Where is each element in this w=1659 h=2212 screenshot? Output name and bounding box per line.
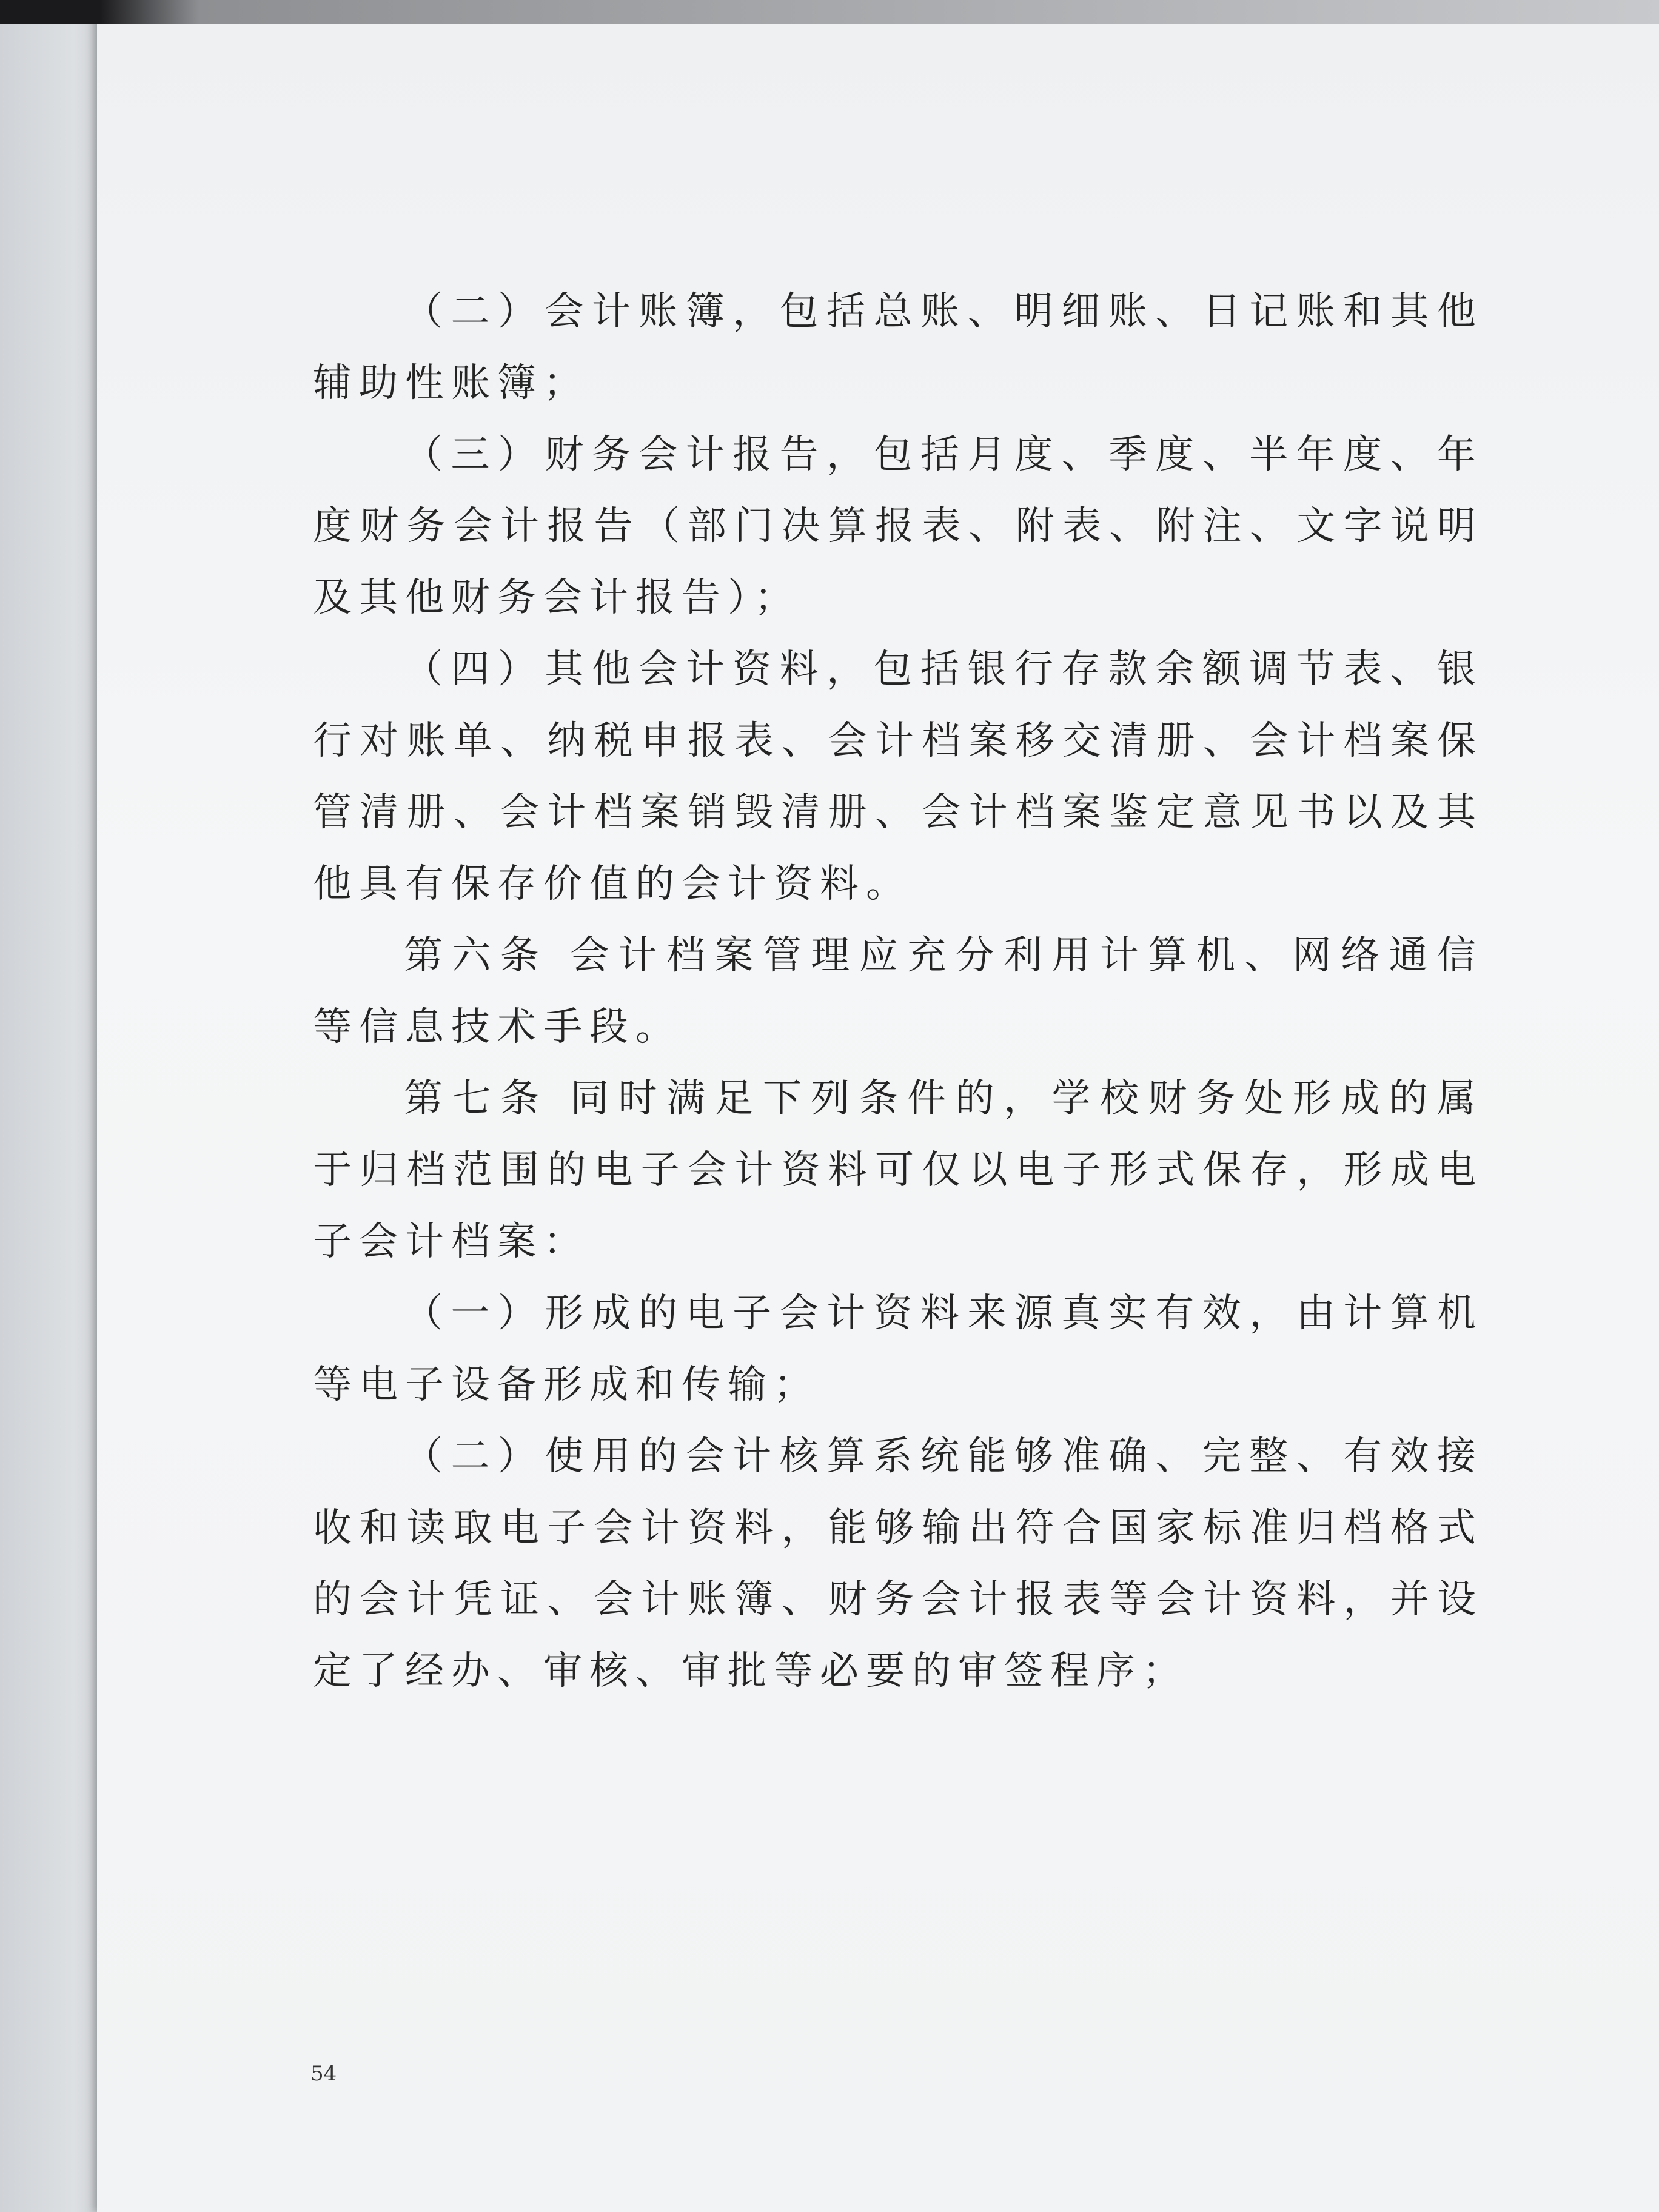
paragraph-4: 第六条 会计档案管理应充分利用计算机、网络通信等信息技术手段。 — [313, 933, 1483, 1050]
paragraph-6: （一）形成的电子会计资料来源真实有效，由计算机等电子设备形成和传输； — [313, 1291, 1483, 1407]
underlying-page-edge — [0, 0, 106, 2212]
document-body — [313, 276, 1483, 1707]
paragraph-1: （二）会计账簿，包括总账、明细账、日记账和其他辅助性账簿； — [313, 289, 1483, 406]
paragraph-5: 第七条 同时满足下列条件的，学校财务处形成的属于归档范围的电子会计资料可仅以电子形式保存，形成电子会计档案： — [313, 1076, 1483, 1264]
paragraph-2: （三）财务会计报告，包括月度、季度、半年度、年度财务会计报告（部门决算报表、附表、附注、文字说明及其他财务会计报告）； — [313, 432, 1483, 620]
paragraph-3: （四）其他会计资料，包括银行存款余额调节表、银行对账单、纳税申报表、会计档案移交清册、会计档案保管清册、会计档案销毁清册、会计档案鉴定意见书以及其他具有保存价值的会计资料。 — [313, 647, 1483, 907]
page-number: 54 — [310, 2062, 337, 2086]
paragraph-7: （二）使用的会计核算系统能够准确、完整、有效接收和读取电子会计资料，能够输出符合国家标准归档格式的会计凭证、会计账簿、财务会计报表等会计资料，并设定了经办、审核、审批等必要的审签程序； — [313, 1434, 1483, 1694]
top-shadow — [0, 0, 1659, 24]
